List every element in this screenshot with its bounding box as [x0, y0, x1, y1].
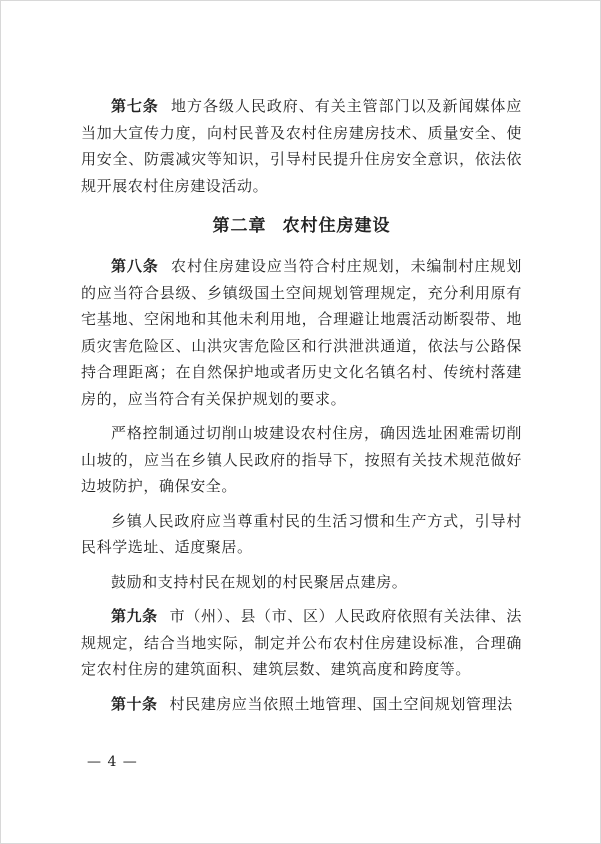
chapter-heading	[81, 213, 522, 239]
article-9-text: 市（州）、县（市、区）人民政府依照有关法律、法规规定，结合当地实际，制定并公布农村住房建设标准，合理确定农村住房的建筑面积、建筑层数、建筑高度和跨度等。	[81, 607, 522, 678]
article-8-text: 农村住房建设应当符合村庄规划，未编制村庄规划的应当符合县级、乡镇级国土空间规划管理规定，充分利用原有宅基地、空闲地和其他未利用地，合理避让地震活动断裂带、地质灾害危险区、山洪灾害危险区和行洪泄洪通道，依法与公路保持合理距离；在自然保护地或者历史文化名镇名村、传统村落建房的，应当符合有关保护规划的要求。	[81, 257, 522, 408]
page-number: — 4 —	[87, 754, 138, 770]
article-8-paragraph-3: 乡镇人民政府应当尊重村民的生活习惯和生产方式，引导村民科学选址、适度聚居。	[81, 511, 522, 556]
article-10-text: 村民建房应当依照土地管理、国土空间规划管理法	[169, 694, 513, 713]
article-9-label: 第九条	[111, 607, 158, 625]
article-7	[81, 93, 522, 199]
article-8-paragraph-4: 鼓励和支持村民在规划的村民聚居点建房。	[111, 572, 408, 591]
article-8-label: 第八条	[111, 257, 159, 275]
article-8	[81, 253, 522, 412]
article-10	[81, 691, 522, 718]
article-10-label: 第十条	[111, 694, 158, 713]
article-7-label: 第七条	[111, 97, 159, 115]
chapter-title: 农村住房建设	[282, 216, 391, 236]
chapter-number: 第二章	[212, 216, 267, 236]
article-8-paragraph-2: 严格控制通过切削山坡建设农村住房，确因选址困难需切削山坡的，应当在乡镇人民政府的指导下，按照有关技术规范做好边坡防护，确保安全。	[81, 424, 522, 495]
article-7-text: 地方各级人民政府、有关主管部门以及新闻媒体应当加大宣传力度，向村民普及农村住房建房技术、质量安全、使用安全、防震减灾等知识，引导村民提升住房安全意识，依法依规开展农村住房建设活动。	[81, 97, 522, 195]
article-9	[81, 603, 522, 683]
page-content	[81, 93, 522, 717]
